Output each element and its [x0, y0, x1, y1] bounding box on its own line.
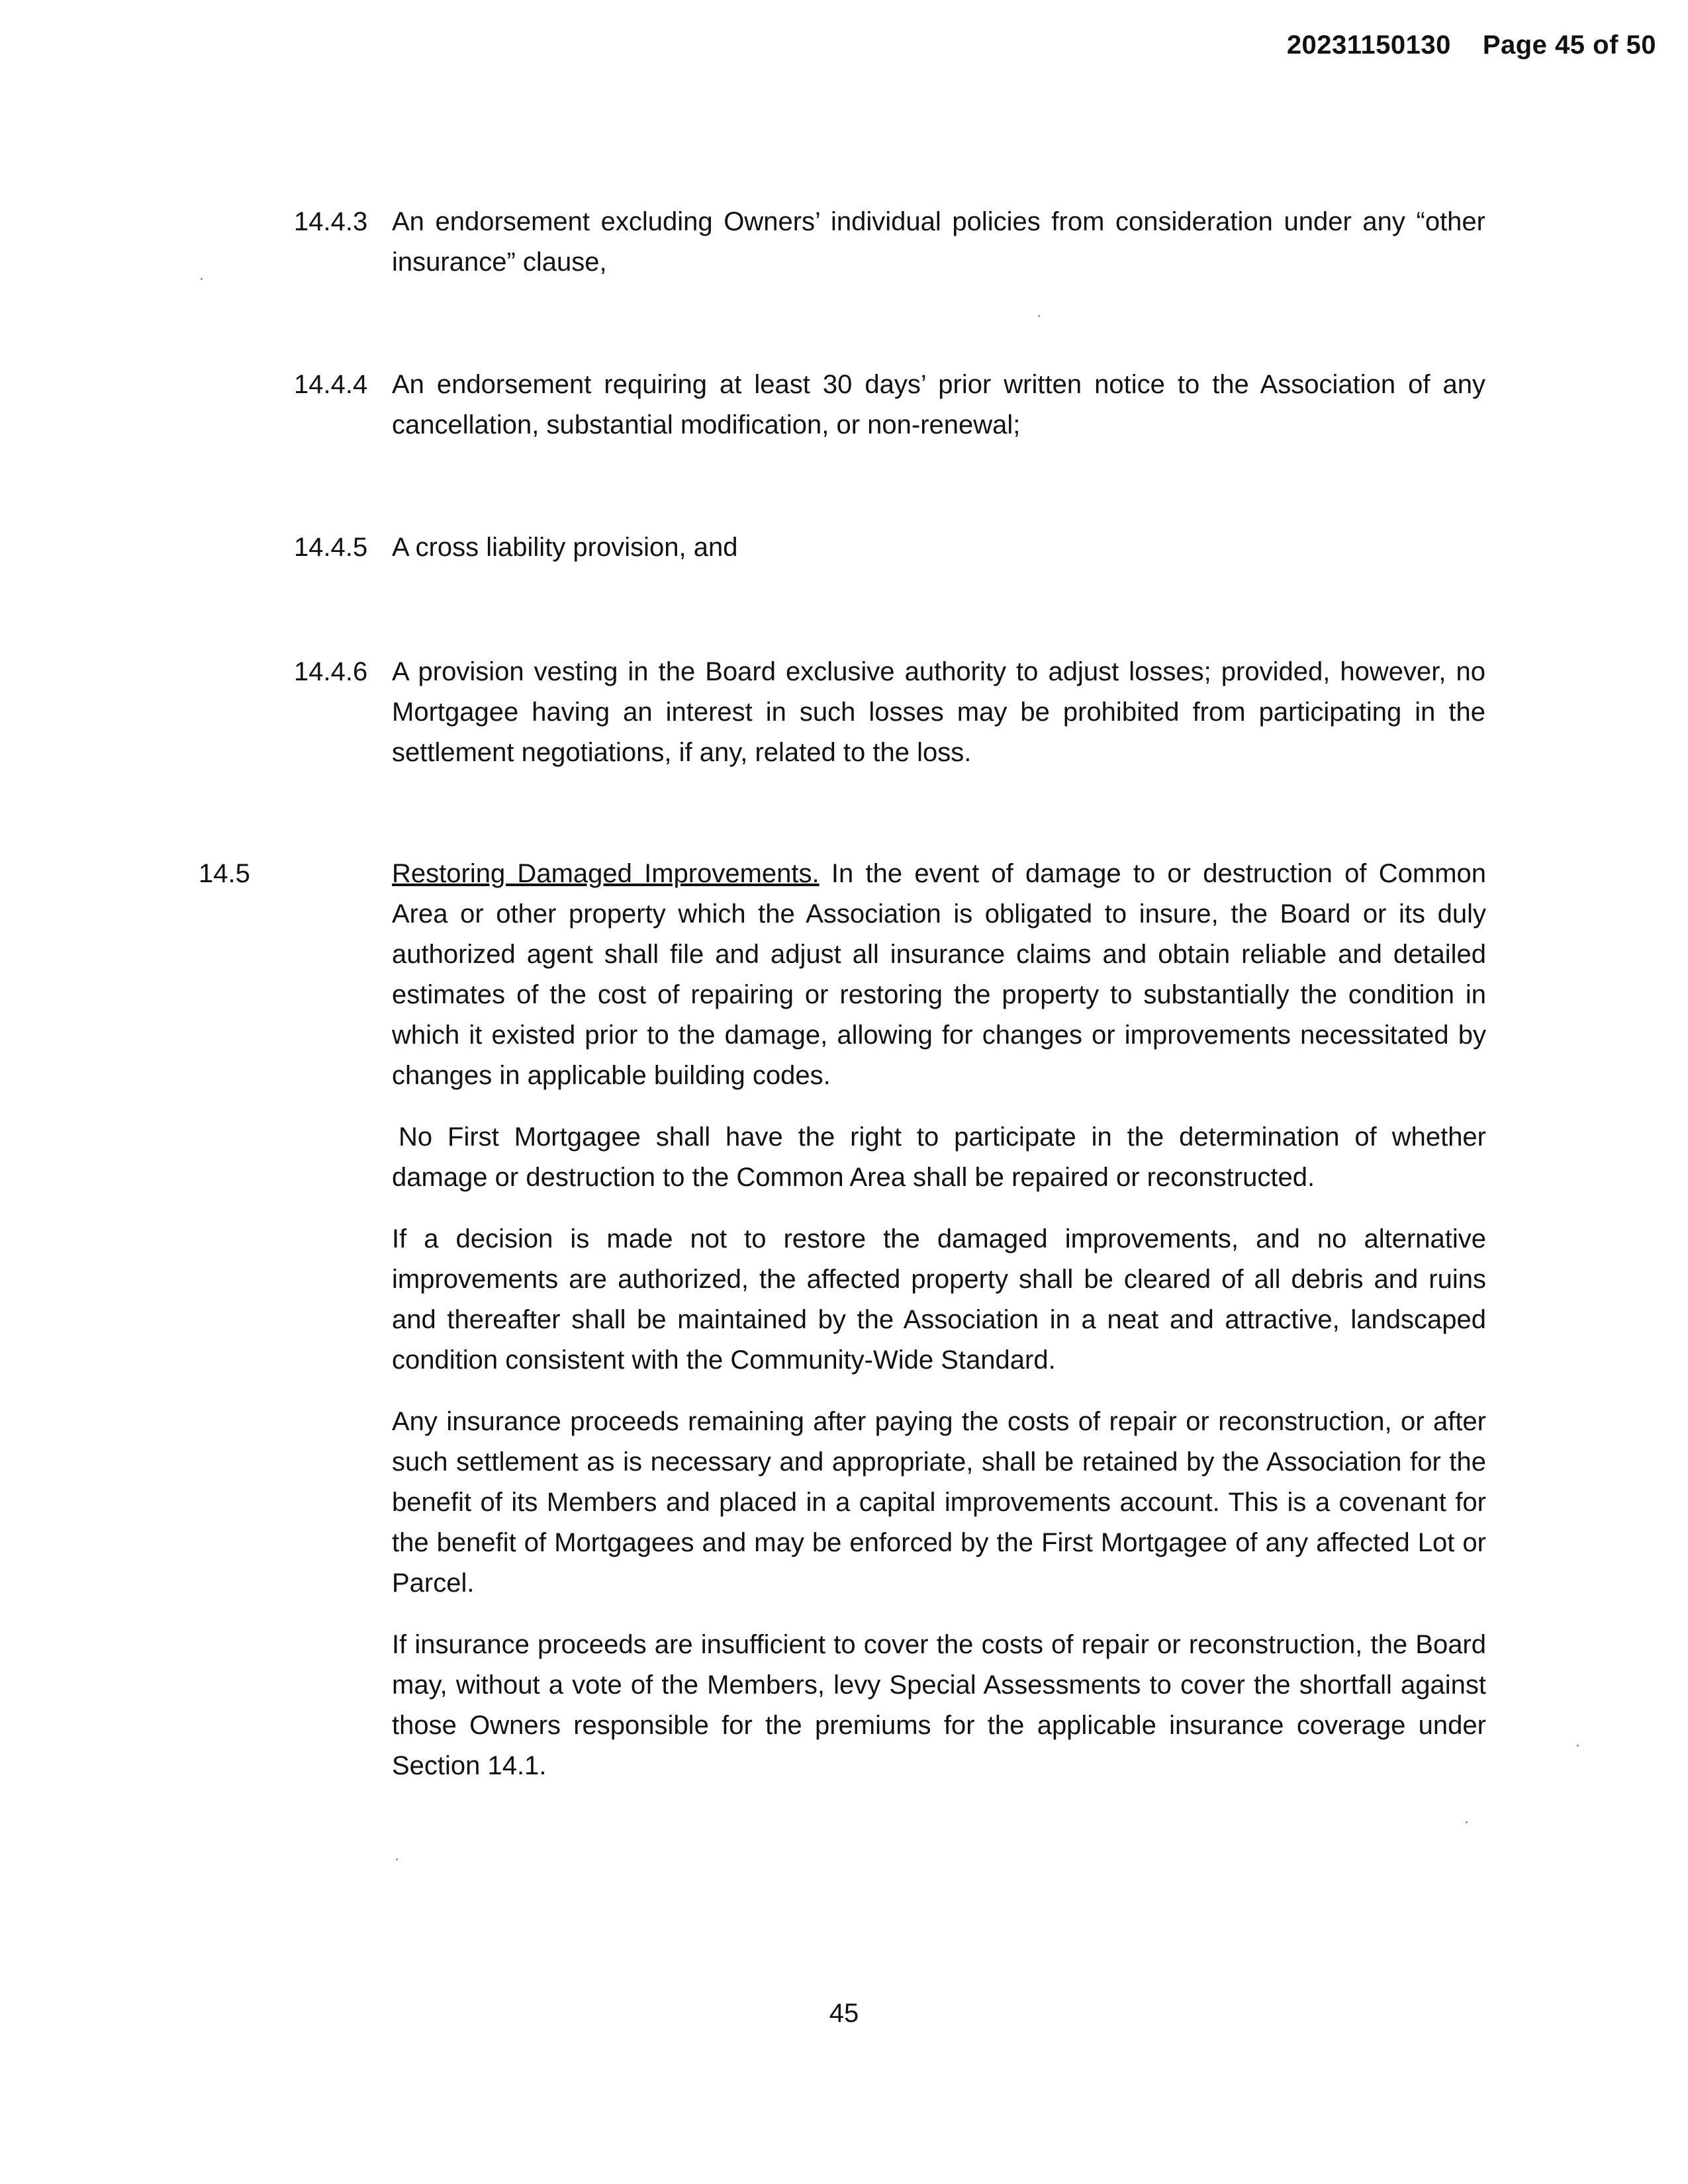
section-paragraph-4: Any insurance proceeds remaining after paying the costs of repair or reconstruction, or after such settlement as is necessary and appropriate, shall be retained by the Association for the benefit of its Members and placed in a capital improvements account. This is a covenant for the benefit of Mortgagees and may be enforced by the First Mortgagee of any affected Lot or Parcel.	[392, 1407, 1486, 1598]
clause-14-4-3	[294, 202, 1485, 283]
clause-text: An endorsement requiring at least 30 days’ prior written notice to the Association of any cancellation, substantial modification, or non-renewal;	[392, 370, 1485, 439]
section-number: 14.5	[199, 859, 250, 888]
section-heading: Restoring Damaged Improvements.	[392, 859, 820, 888]
clause-text: An endorsement excluding Owners’ individual policies from consideration under any “other insurance” clause,	[392, 207, 1485, 277]
section-body	[392, 854, 1486, 1786]
scan-speck	[1577, 1745, 1579, 1747]
section-paragraph-1	[392, 854, 1486, 1096]
section-paragraph-2: No First Mortgagee shall have the right to participate in the determination of whether damage or destruction to the Common Area shall be repaired or reconstructed.	[392, 1122, 1486, 1192]
scan-speck	[1466, 1821, 1468, 1823]
clause-number: 14.4.6	[294, 657, 368, 686]
document-number: 20231150130	[1286, 30, 1451, 60]
page-number: 45	[829, 1999, 859, 2028]
section-paragraph-1-text: In the event of damage to or destruction of Common Area or other property which the Association is obligated to insure, the Board or its duly authorized agent shall file and adjust all insurance claims and obtain reliable and detailed estimates of the cost of repairing or restoring the property to substantially the condition in which it existed prior to the damage, allowing for changes or improvements necessitated by changes in applicable building codes.	[392, 859, 1487, 1090]
clause-text: A cross liability provision, and	[392, 533, 738, 562]
section-paragraph-3: If a decision is made not to restore the damaged improvements, and no alternative improvements are authorized, the affected property shall be cleared of all debris and ruins and thereafter shall be maintained by the Association in a neat and attractive, landscaped condition consistent with the Community-Wide Standard.	[392, 1224, 1486, 1375]
clause-14-4-6	[294, 652, 1485, 773]
section-paragraph-5: If insurance proceeds are insufficient to cover the costs of repair or reconstruction, the Board may, without a vote of the Members, levy Special Assessments to cover the shortfall against those Owners responsible for the premiums for the applicable insurance coverage under Section 14.1.	[392, 1630, 1486, 1780]
clause-14-4-4	[294, 365, 1485, 445]
clause-number: 14.4.4	[294, 370, 368, 399]
scan-speck	[201, 278, 203, 280]
clause-text: A provision vesting in the Board exclusive authority to adjust losses; provided, however, no Mortgagee having an interest in such losses may be prohibited from participating in the settlement negotiations, if any, related to the loss.	[392, 657, 1485, 767]
scan-speck	[396, 1858, 398, 1860]
scan-speck	[1038, 315, 1040, 317]
clause-14-4-5	[294, 527, 1485, 568]
recording-stamp	[1287, 30, 1656, 60]
section-14-5	[199, 854, 1486, 1807]
page-label: Page 45 of 50	[1482, 30, 1656, 60]
clause-number: 14.4.3	[294, 207, 368, 236]
clause-number: 14.4.5	[294, 533, 368, 562]
